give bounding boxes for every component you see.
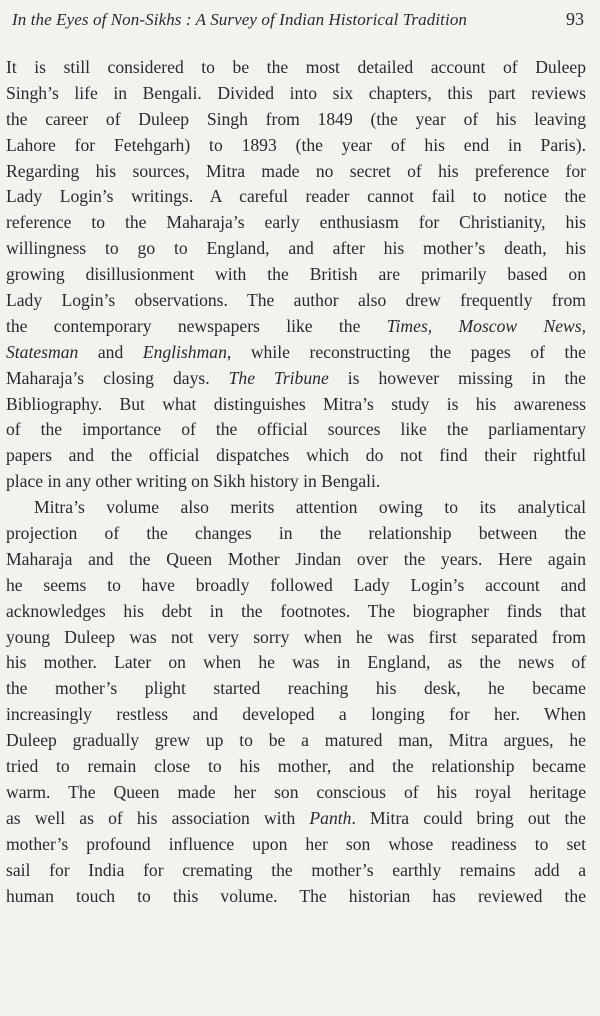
body-text bbox=[6, 55, 586, 909]
text-line bbox=[6, 625, 586, 651]
text-run: the contemporary newspapers like the bbox=[6, 315, 387, 336]
running-head bbox=[6, 9, 586, 35]
text-run: Lady Login’s writings. A careful reader cannot fail to notice the bbox=[6, 186, 586, 207]
text-line bbox=[6, 81, 586, 107]
text-line bbox=[6, 314, 586, 340]
text-run: increasingly restless and developed a longing for her. When bbox=[6, 704, 586, 725]
italic-run: Englishman bbox=[142, 341, 227, 362]
text-run: sail for India for cremating the mother’s earthly remains add a bbox=[6, 859, 586, 880]
text-run: young Duleep was not very sorry when he was first separated from bbox=[6, 626, 586, 647]
text-run: Maharaja and the Queen Mother Jindan over the years. Here again bbox=[6, 548, 586, 569]
text-run: is however missing in the bbox=[328, 367, 586, 388]
italic-run: The Tribune bbox=[228, 367, 329, 388]
text-run: growing disillusionment with the British are primarily based on bbox=[6, 264, 586, 285]
text-line bbox=[6, 650, 586, 676]
text-run: place in any other writing on Sikh history in Bengali. bbox=[6, 471, 381, 492]
text-line bbox=[6, 262, 586, 288]
text-run: the career of Duleep Singh from 1849 (the year of his leaving bbox=[6, 108, 586, 129]
text-run: mother’s profound influence upon her son whose readiness to set bbox=[6, 833, 586, 854]
italic-run: Panth bbox=[309, 807, 352, 828]
text-line bbox=[6, 107, 586, 133]
text-line bbox=[6, 236, 586, 262]
text-run: tried to remain close to his mother, and the relationship became bbox=[6, 756, 586, 777]
text-line bbox=[6, 340, 586, 366]
text-run: Bibliography. But what distinguishes Mitra’s study is his awareness bbox=[6, 393, 586, 414]
text-line bbox=[6, 469, 586, 495]
text-line bbox=[6, 288, 586, 314]
paragraph bbox=[6, 495, 586, 909]
text-line bbox=[6, 184, 586, 210]
text-run: , while reconstructing the pages of the bbox=[226, 341, 586, 362]
text-run: human touch to this volume. The historian has reviewed the bbox=[6, 885, 586, 906]
page-number: 93 bbox=[566, 9, 584, 29]
text-run: It is still considered to be the most detailed account of Duleep bbox=[6, 57, 586, 77]
text-line bbox=[6, 210, 586, 236]
text-run: Duleep gradually grew up to be a matured man, Mitra argues, he bbox=[6, 730, 586, 751]
text-run: Lahore for Fetehgarh) to 1893 (the year of his end in Paris). bbox=[6, 134, 586, 155]
text-run: warm. The Queen made her son conscious of his royal heritage bbox=[6, 781, 586, 802]
text-line bbox=[6, 884, 586, 910]
text-run: as well as of his association with bbox=[6, 807, 310, 828]
text-run: Mitra’s volume also merits attention owing to its analytical bbox=[34, 497, 586, 518]
text-run: projection of the changes in the relationship between the bbox=[6, 523, 586, 544]
text-run: Maharaja’s closing days. bbox=[6, 367, 229, 388]
text-line bbox=[6, 495, 586, 521]
text-run: willingness to go to England, and after his mother’s death, his bbox=[6, 238, 586, 259]
text-line bbox=[6, 159, 586, 185]
text-line bbox=[6, 392, 586, 418]
italic-run: Times, Moscow News, bbox=[386, 315, 586, 336]
text-run: and bbox=[78, 341, 143, 362]
text-run: the mother’s plight started reaching his desk, he became bbox=[6, 678, 586, 699]
text-run: papers and the official dispatches which do not find their rightful bbox=[6, 445, 586, 466]
paragraph bbox=[6, 55, 586, 495]
italic-run: Statesman bbox=[6, 341, 79, 362]
text-line bbox=[6, 547, 586, 573]
text-line bbox=[6, 832, 586, 858]
text-run: Regarding his sources, Mitra made no secret of his preference for bbox=[6, 160, 586, 181]
text-line bbox=[6, 599, 586, 625]
text-line bbox=[6, 858, 586, 884]
text-run: Lady Login’s observations. The author also drew frequently from bbox=[6, 290, 586, 311]
text-line bbox=[6, 754, 586, 780]
text-line bbox=[6, 417, 586, 443]
text-line bbox=[6, 443, 586, 469]
text-line bbox=[6, 573, 586, 599]
text-line bbox=[6, 55, 586, 81]
text-line bbox=[6, 133, 586, 159]
text-line bbox=[6, 702, 586, 728]
text-run: his mother. Later on when he was in England, as the news of bbox=[6, 652, 586, 673]
running-head-title: In the Eyes of Non-Sikhs : A Survey of Indian Historical Tradition bbox=[12, 10, 468, 29]
text-line bbox=[6, 521, 586, 547]
text-line bbox=[6, 676, 586, 702]
text-run: . Mitra could bring out the bbox=[351, 807, 586, 828]
text-run: of the importance of the official sources like the parliamentary bbox=[6, 419, 586, 440]
text-line bbox=[6, 728, 586, 754]
text-line bbox=[6, 780, 586, 806]
text-run: Singh’s life in Bengali. Divided into six chapters, this part reviews bbox=[6, 82, 586, 103]
text-line bbox=[6, 806, 586, 832]
text-run: acknowledges his debt in the footnotes. The biographer finds that bbox=[6, 600, 586, 621]
text-run: reference to the Maharaja’s early enthusiasm for Christianity, his bbox=[6, 212, 586, 233]
text-line bbox=[6, 366, 586, 392]
text-run: he seems to have broadly followed Lady Login’s account and bbox=[6, 574, 586, 595]
